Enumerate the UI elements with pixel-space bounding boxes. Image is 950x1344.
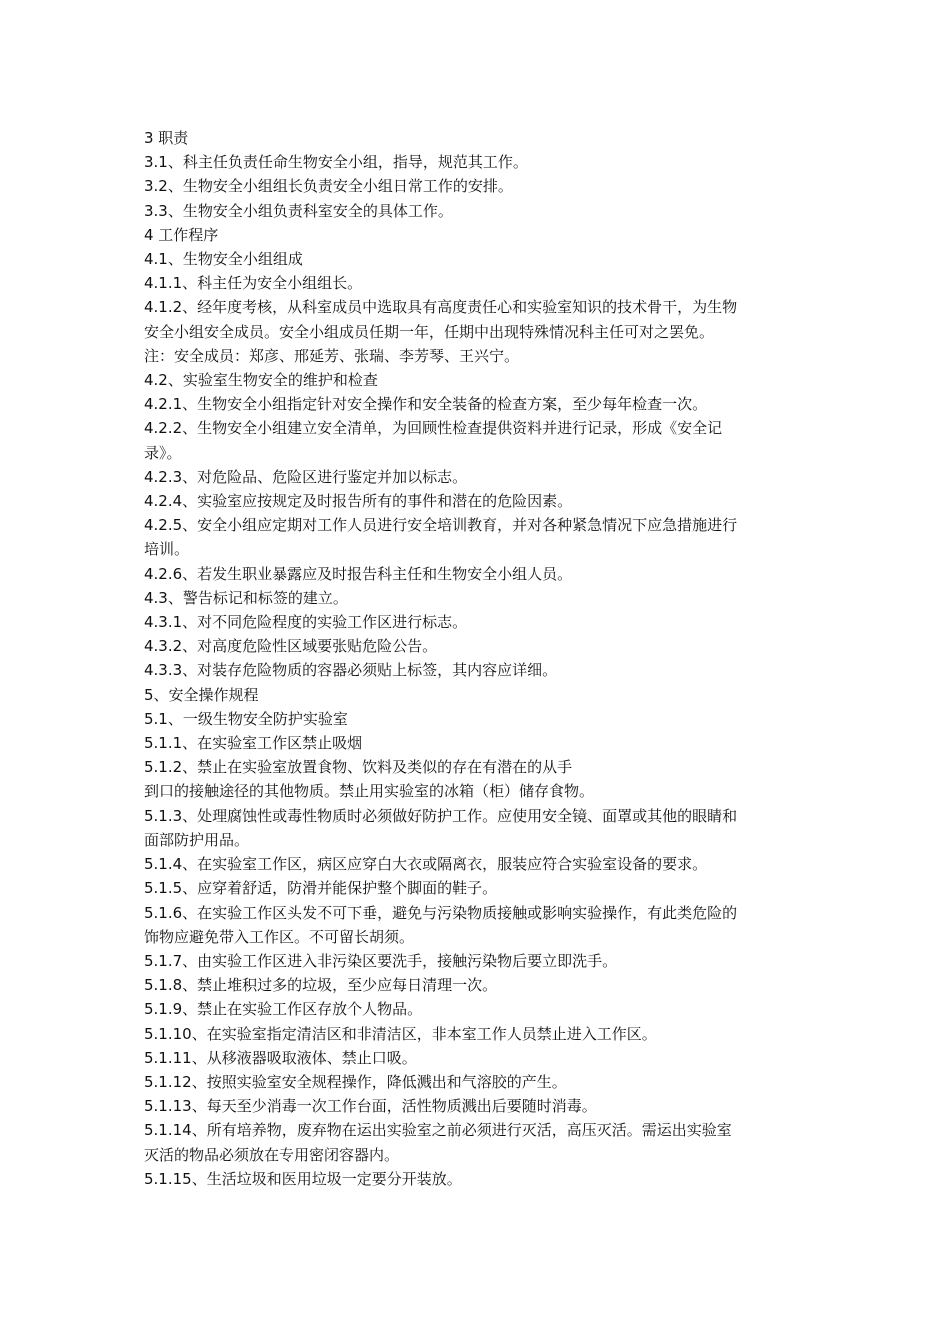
section-heading-4: 4 工作程序: [144, 225, 219, 244]
paragraph-5-1-2: 5.1.2、禁止在实验室放置食物、饮料及类似的存在有潜在的从手: [144, 758, 573, 777]
paragraph-5-1-8: 5.1.8、禁止堆积过多的垃圾，至少应每日清理一次。: [144, 976, 498, 995]
paragraph-5-1-1: 5.1.1、在实验室工作区禁止吸烟: [144, 734, 363, 753]
paragraph-4-2-1: 4.2.1、生物安全小组指定针对安全操作和安全装备的检查方案，至少每年检查一次。: [144, 395, 708, 414]
paragraph-5-1-15: 5.1.15、生活垃圾和医用垃圾一定要分开装放。: [144, 1169, 462, 1188]
paragraph-4-3-2: 4.3.2、对高度危险性区域要张贴危险公告。: [144, 637, 438, 656]
paragraph-5-1-6: 5.1.6、在实验工作区头发不可下垂，避免与污染物质接触或影响实验操作，有此类危险的: [144, 903, 738, 922]
paragraph-3-3: 3.3、生物安全小组负责科室安全的具体工作。: [144, 201, 453, 220]
paragraph-4-2-3: 4.2.3、对危险品、危险区进行鉴定并加以标志。: [144, 467, 468, 486]
paragraph-4-1-2-cont: 安全小组安全成员。安全小组成员任期一年，任期中出现特殊情况科主任可对之罢免。: [144, 322, 715, 341]
paragraph-4-2-5: 4.2.5、安全小组应定期对工作人员进行安全培训教育，并对各种紧急情况下应急措施进行: [144, 516, 738, 535]
paragraph-5-1-14-cont: 灭活的物品必须放在专用密闭容器内。: [144, 1145, 400, 1164]
subsection-heading-5-1: 5.1、一级生物安全防护实验室: [144, 709, 348, 728]
subsection-heading-4-2: 4.2、实验室生物安全的维护和检查: [144, 371, 378, 390]
paragraph-4-2-5-cont: 培训。: [144, 540, 190, 559]
paragraph-5-1-11: 5.1.11、从移液器吸取液体、禁止口吸。: [144, 1048, 417, 1067]
paragraph-5-1-7: 5.1.7、由实验工作区进入非污染区要洗手，接触污染物后要立即洗手。: [144, 951, 618, 970]
paragraph-4-1-2: 4.1.2、经年度考核，从科室成员中选取具有高度责任心和实验室知识的技术骨干，为生物: [144, 298, 738, 317]
paragraph-5-1-13: 5.1.13、每天至少消毒一次工作台面，活性物质溅出后要随时消毒。: [144, 1097, 597, 1116]
paragraph-5-1-2-cont: 到口的接触途径的其他物质。禁止用实验室的冰箱（柜）储存食物。: [144, 782, 595, 801]
document-body: [144, 126, 814, 1191]
paragraph-5-1-9: 5.1.9、禁止在实验工作区存放个人物品。: [144, 1000, 423, 1019]
paragraph-5-1-12: 5.1.12、按照实验室安全规程操作，降低溅出和气溶胶的产生。: [144, 1072, 567, 1091]
paragraph-5-1-3: 5.1.3、处理腐蚀性或毒性物质时必须做好防护工作。应使用安全镜、面罩或其他的眼睛和: [144, 806, 738, 825]
paragraph-4-2-6: 4.2.6、若发生职业暴露应及时报告科主任和生物安全小组人员。: [144, 564, 573, 583]
paragraph-3-1: 3.1、科主任负责任命生物安全小组，指导，规范其工作。: [144, 153, 528, 172]
section-heading-3: 3 职责: [144, 129, 189, 147]
paragraph-3-2: 3.2、生物安全小组组长负责安全小组日常工作的安排。: [144, 177, 513, 196]
paragraph-4-2-4: 4.2.4、实验室应按规定及时报告所有的事件和潜在的危险因素。: [144, 492, 573, 511]
subsection-heading-4-1: 4.1、生物安全小组组成: [144, 250, 303, 269]
note-safety-members: 注：安全成员：郑彦、邢延芳、张瑞、李芳琴、王兴宁。: [144, 346, 520, 365]
paragraph-4-3-3: 4.3.3、对装存危险物质的容器必须贴上标签，其内容应详细。: [144, 661, 558, 680]
subsection-heading-4-3: 4.3、警告标记和标签的建立。: [144, 588, 348, 607]
paragraph-5-1-6-cont: 饰物应避免带入工作区。不可留长胡须。: [144, 927, 415, 946]
paragraph-5-1-10: 5.1.10、在实验室指定清洁区和非清洁区，非本室工作人员禁止进入工作区。: [144, 1024, 657, 1043]
paragraph-4-2-2: 4.2.2、生物安全小组建立安全清单，为回顾性检查提供资料并进行记录，形成《安全记: [144, 419, 723, 438]
paragraph-5-1-4: 5.1.4、在实验室工作区，病区应穿白大衣或隔离衣，服装应符合实验室设备的要求。: [144, 855, 708, 874]
paragraph-4-3-1: 4.3.1、对不同危险程度的实验工作区进行标志。: [144, 613, 468, 632]
paragraph-5-1-3-cont: 面部防护用品。: [144, 830, 250, 849]
paragraph-5-1-5: 5.1.5、应穿着舒适，防滑并能保护整个脚面的鞋子。: [144, 879, 498, 898]
paragraph-5-1-14: 5.1.14、所有培养物，废弃物在运出实验室之前必须进行灭活，高压灭活。需运出实验室: [144, 1121, 732, 1140]
paragraph-4-2-2-cont: 录》。: [144, 443, 182, 462]
section-heading-5: 5、安全操作规程: [144, 685, 259, 704]
paragraph-4-1-1: 4.1.1、科主任为安全小组组长。: [144, 274, 363, 293]
